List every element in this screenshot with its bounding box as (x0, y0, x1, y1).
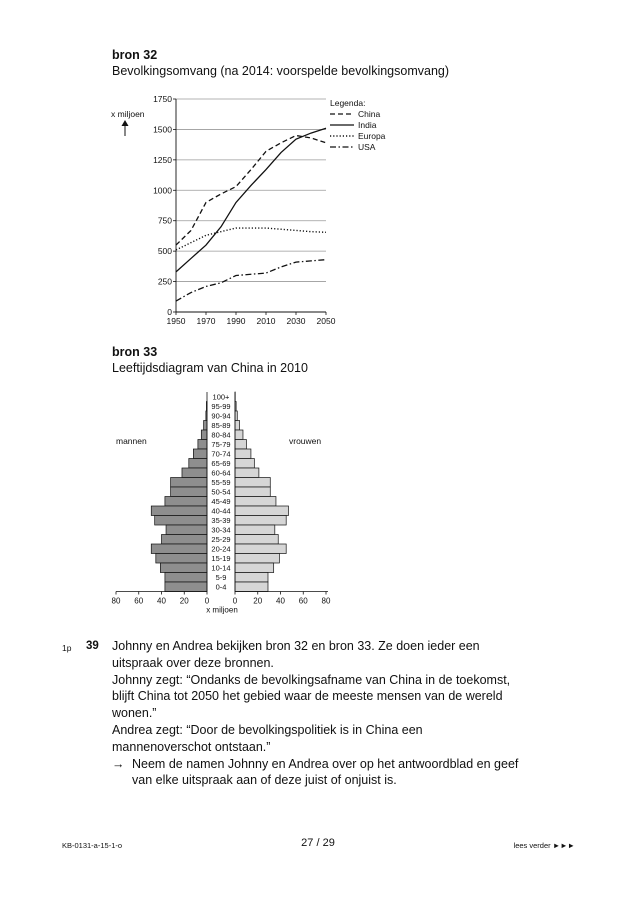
bar-vrouwen (235, 516, 286, 526)
age-group-label: 25-29 (211, 535, 231, 545)
legend-label-usa: USA (358, 142, 376, 152)
question-line: blijft China tot 2050 het gebied waar de meeste mensen van de wereld (112, 689, 503, 704)
men-label: mannen (116, 436, 147, 446)
arrow-icon: → (112, 756, 125, 771)
age-group-label: 80-84 (211, 430, 231, 440)
y-tick-label: 1000 (153, 185, 172, 196)
age-group-label: 100+ (212, 392, 230, 402)
y-tick-label: 1500 (153, 124, 172, 135)
question-line: Andrea zegt: “Door de bevolkingspolitiek is in China een (112, 722, 423, 737)
x-tick-label: 0 (204, 596, 210, 606)
x-tick-label: 1950 (166, 316, 186, 326)
bar-vrouwen (235, 421, 240, 431)
age-group-label: 70-74 (211, 449, 231, 459)
bar-mannen (151, 544, 207, 554)
age-group-label: 35-39 (211, 516, 231, 526)
x-tick-label: 1990 (226, 316, 246, 326)
bar-vrouwen (235, 544, 286, 554)
footer-continue: lees verder ►►► (513, 841, 575, 850)
bar-vrouwen (235, 487, 270, 497)
bar-vrouwen (235, 468, 259, 478)
legend-title: Legenda: (330, 98, 366, 108)
bar-vrouwen (235, 497, 276, 507)
bar-vrouwen (235, 506, 288, 516)
x-tick-label: 20 (179, 596, 189, 606)
bar-mannen (189, 459, 207, 469)
bar-vrouwen (235, 554, 279, 564)
bar-mannen (198, 440, 207, 450)
bar-vrouwen (235, 449, 251, 459)
x-tick-label: 20 (253, 596, 263, 606)
age-group-label: 45-49 (211, 497, 231, 507)
x-tick-label: 80 (321, 596, 331, 606)
x-tick-label: 40 (157, 596, 166, 606)
x-tick-label: 1970 (196, 316, 216, 326)
question-line: Johnny en Andrea bekijken bron 32 en bron 33. Ze doen ieder een (112, 639, 480, 653)
bar-mannen (165, 497, 207, 507)
bar-vrouwen (235, 440, 246, 450)
footer-page-number: 27 / 29 (301, 837, 335, 849)
age-group-label: 0-4 (215, 582, 227, 592)
x-tick-label: 2010 (256, 316, 276, 326)
x-tick-label: 2030 (286, 316, 306, 326)
x-tick-label: 60 (298, 596, 308, 606)
y-tick-label: 750 (157, 215, 172, 226)
bar-mannen (162, 535, 208, 545)
x-tick-label: 40 (276, 596, 285, 606)
age-group-label: 20-24 (211, 544, 231, 554)
bar-vrouwen (235, 478, 270, 488)
bar-vrouwen (235, 525, 275, 535)
footer-code: KB-0131-a-15-1-o (62, 841, 123, 850)
y-tick-label: 250 (157, 276, 172, 287)
legend-label-china: China (358, 109, 381, 119)
x-axis-label: x miljoen (206, 605, 238, 615)
women-label: vrouwen (289, 436, 322, 446)
y-tick-label: 1750 (153, 94, 172, 104)
bar-mannen (160, 563, 207, 573)
question-line: uitspraak over deze bronnen. (112, 655, 274, 670)
y-axis-label: x miljoen (111, 109, 145, 119)
age-group-label: 30-34 (211, 525, 231, 535)
source32-title: bron 32 (112, 48, 158, 62)
bar-mannen (166, 525, 207, 535)
question-line: Johnny zegt: “Ondanks de bevolkingsafname van China in de toekomst, (112, 672, 511, 687)
age-group-label: 50-54 (211, 487, 231, 497)
instruction (112, 756, 582, 790)
bar-vrouwen (235, 535, 278, 545)
age-group-label: 40-44 (211, 506, 231, 516)
age-group-label: 85-89 (211, 421, 231, 431)
y-tick-label: 0 (167, 307, 172, 317)
x-tick-label: 2050 (316, 316, 336, 326)
age-group-label: 95-99 (211, 402, 231, 412)
y-tick-label: 1250 (153, 154, 172, 165)
bar-mannen (193, 449, 207, 459)
bar-mannen (171, 487, 207, 497)
bar-mannen (171, 478, 207, 488)
age-group-label: 90-94 (211, 411, 231, 421)
age-group-label: 60-64 (211, 468, 231, 478)
pyramid-tick-labels (112, 597, 331, 606)
source33-title: bron 33 (112, 345, 158, 359)
age-group-label: 65-69 (211, 459, 231, 469)
bar-mannen (151, 506, 207, 516)
bar-mannen (165, 582, 207, 592)
source32-subtitle: Bevolkingsomvang (na 2014: voorspelde bevolkingsomvang) (112, 64, 450, 78)
instruction-line: van elke uitspraak aan of deze juist of onjuist is. (132, 773, 397, 788)
question-points: 1p (62, 643, 72, 653)
bar-vrouwen (235, 563, 274, 573)
question-body (112, 638, 582, 789)
instruction-line: Neem de namen Johnny en Andrea over op het antwoordblad en geef (132, 756, 519, 771)
bar-vrouwen (235, 582, 268, 592)
age-group-label: 55-59 (211, 478, 231, 488)
question-number: 39 (86, 640, 99, 652)
age-group-labels (211, 393, 230, 592)
question-line: wonen.” (112, 706, 157, 721)
bar-mannen (201, 430, 207, 440)
age-group-label: 10-14 (211, 563, 231, 573)
bar-vrouwen (235, 573, 268, 583)
bar-vrouwen (235, 459, 254, 469)
bar-mannen (155, 516, 207, 526)
x-tick-label: 0 (232, 596, 238, 606)
age-group-label: 5-9 (215, 573, 227, 583)
age-group-label: 15-19 (211, 554, 231, 564)
bar-vrouwen (235, 430, 243, 440)
legend-label-europa: Europa (358, 131, 386, 141)
bar-mannen (204, 421, 207, 431)
x-tick-label: 80 (111, 596, 121, 606)
bar-mannen (182, 468, 207, 478)
source33-subtitle: Leeftijdsdiagram van China in 2010 (112, 361, 308, 375)
age-group-label: 75-79 (211, 440, 231, 450)
question-line: mannenoverschot ontstaan.” (112, 739, 271, 754)
x-tick-label: 60 (134, 596, 144, 606)
y-tick-label: 500 (157, 246, 172, 257)
legend-label-india: India (358, 120, 377, 130)
bar-mannen (165, 573, 207, 583)
bar-mannen (156, 554, 207, 564)
